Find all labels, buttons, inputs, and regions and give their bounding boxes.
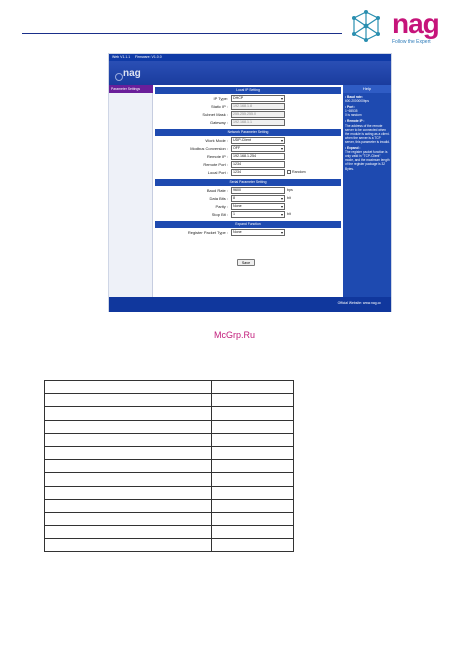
table-cell (212, 433, 294, 446)
sidebar-item-parameter-settings[interactable]: Parameter Settings (109, 85, 153, 93)
row-ip-type (155, 95, 341, 103)
ip-type-label: IP Type: (213, 96, 228, 101)
table-cell (45, 433, 212, 446)
data-bits-label: Data Bits : (209, 196, 228, 201)
table-cell (45, 394, 212, 407)
register-label: Register Packet Type : (187, 230, 228, 235)
help-port-head: Port : (347, 105, 356, 110)
row-register (155, 229, 341, 237)
table-row (45, 486, 294, 499)
baud-field[interactable]: 9600 (231, 187, 285, 194)
table-row (45, 539, 294, 552)
static-ip-field[interactable]: 192.168.1.8 (231, 103, 285, 110)
empty-table (44, 380, 294, 552)
table-cell (212, 394, 294, 407)
table-cell (212, 499, 294, 512)
static-ip-label: Static IP : (210, 104, 228, 109)
shot-logo-text: nag (123, 68, 141, 79)
row-data-bits (155, 195, 341, 203)
register-select[interactable]: None ▾ (231, 229, 285, 236)
table-row (45, 446, 294, 459)
baud-label: Baud Rate : (206, 188, 228, 193)
table-row (45, 460, 294, 473)
table-cell (45, 407, 212, 420)
table-cell (212, 460, 294, 473)
table-row (45, 407, 294, 420)
table-row (45, 433, 294, 446)
help-baud-body: 600-2000000bps (345, 99, 369, 104)
section-network: Network Parameter Setting (155, 129, 341, 136)
table-row (45, 394, 294, 407)
gateway-field[interactable]: 192.168.1.1 (231, 119, 285, 126)
header-rule (22, 33, 342, 34)
row-local-port (155, 169, 341, 177)
work-mode-label: Work Mode : (205, 138, 228, 143)
local-port-label: Local Port : (207, 170, 228, 175)
row-modbus (155, 145, 341, 153)
config-screenshot (108, 53, 392, 312)
ip-type-select[interactable]: DHCP ▾ (231, 95, 285, 102)
row-gateway (155, 119, 341, 127)
random-label: Random (292, 170, 306, 174)
table-cell (212, 473, 294, 486)
section-serial: Serial Parameter Setting (155, 179, 341, 186)
watermark: McGrp.Ru (214, 330, 256, 340)
table-cell (212, 486, 294, 499)
brand-tagline: Follow the Expert (392, 39, 431, 45)
table-cell (45, 381, 212, 394)
table-cell (212, 407, 294, 420)
help-remote-body: The address of the remote server to be connected when the module is acting as a client. when the server is a TCP server, this parameter is invalid. (345, 123, 390, 144)
row-parity (155, 203, 341, 211)
model-text: Web V1.1.1 (112, 55, 131, 59)
remote-port-field[interactable]: 1234 (231, 161, 285, 168)
table-cell (212, 539, 294, 552)
subnet-field[interactable]: 255.255.255.0 (231, 111, 285, 118)
data-bits-unit: bit (287, 196, 291, 200)
table-row (45, 420, 294, 433)
local-port-field[interactable]: 1234 (231, 169, 285, 176)
table-cell (45, 486, 212, 499)
help-expand-head: Expand : (347, 146, 361, 151)
table-cell (212, 512, 294, 525)
random-checkbox[interactable] (287, 170, 291, 174)
row-static-ip (155, 103, 341, 111)
table-cell (212, 420, 294, 433)
row-work-mode (155, 137, 341, 145)
table-cell (212, 381, 294, 394)
section-local-ip: Local IP Setting (155, 87, 341, 94)
work-mode-select[interactable]: UDP-Client ▾ (231, 137, 285, 144)
gateway-label: Gateway : (209, 120, 228, 125)
table-row (45, 473, 294, 486)
row-subnet (155, 111, 341, 119)
table-cell (45, 420, 212, 433)
shot-header (109, 61, 391, 85)
firmware-text: Firmware: V1.0.0 (135, 55, 162, 59)
sidebar (109, 85, 153, 297)
table-cell (45, 499, 212, 512)
shot-footer (109, 297, 391, 312)
brand-name: nag (392, 8, 439, 39)
table-cell (45, 460, 212, 473)
table-row (45, 512, 294, 525)
row-baud (155, 187, 341, 195)
row-remote-ip (155, 153, 341, 161)
table-cell (212, 526, 294, 539)
table-cell (45, 446, 212, 459)
official-website-link[interactable]: Official Website: www.nag.cc (337, 301, 381, 305)
help-title: Help (343, 85, 391, 93)
data-bits-select[interactable]: 8 ▾ (231, 195, 285, 202)
help-panel (343, 85, 391, 297)
table-cell (45, 512, 212, 525)
table-row (45, 499, 294, 512)
stop-bit-label: Stop Bit : (211, 212, 228, 217)
table-cell (212, 446, 294, 459)
subnet-label: Subnet Mask : (202, 112, 228, 117)
row-stop-bit (155, 211, 341, 219)
stop-bit-select[interactable]: 1 ▾ (231, 211, 285, 218)
remote-ip-label: Remote IP : (206, 154, 228, 159)
settings-form (155, 85, 341, 297)
modbus-label: Modbus Conversion : (190, 146, 228, 151)
table-cell (45, 526, 212, 539)
help-port-body: 1~65535 0 is random (345, 109, 362, 118)
shot-logo-icon (115, 73, 123, 81)
table-cell (45, 539, 212, 552)
parity-select[interactable]: None ▾ (231, 203, 285, 210)
save-button[interactable]: Save (237, 259, 255, 266)
remote-port-label: Remote Port : (203, 162, 228, 167)
remote-ip-field[interactable]: 192.168.1.254 (231, 153, 285, 160)
modbus-select[interactable]: OFF ▾ (231, 145, 285, 152)
section-expand: Expand Function (155, 221, 341, 228)
help-remote-head: Remote IP : (347, 119, 365, 124)
table-row (45, 381, 294, 394)
shot-topbar (109, 54, 391, 61)
parity-label: Parity : (215, 204, 228, 209)
row-remote-port (155, 161, 341, 169)
baud-unit: bps (287, 188, 293, 192)
help-body: • Baud rate: 600-2000000bps • Port : 1~65535 0 is random • Remote IP : The address of the remote server to be connected when the module is acting as a client. when the server is a TCP server, this parameter is invalid. • Expand : The register packet function is only valid in "TCP-Client" mode, and the maximum length of the register package is 32 Bytes. (345, 95, 390, 171)
stop-bit-unit: bit (287, 212, 291, 216)
help-expand-body: The register packet function is only valid in "TCP-Client" mode, and the maximum length of the register package is 32 Bytes. (345, 150, 390, 171)
help-baud-head: Baud rate: (347, 95, 363, 99)
table-row (45, 526, 294, 539)
table-cell (45, 473, 212, 486)
